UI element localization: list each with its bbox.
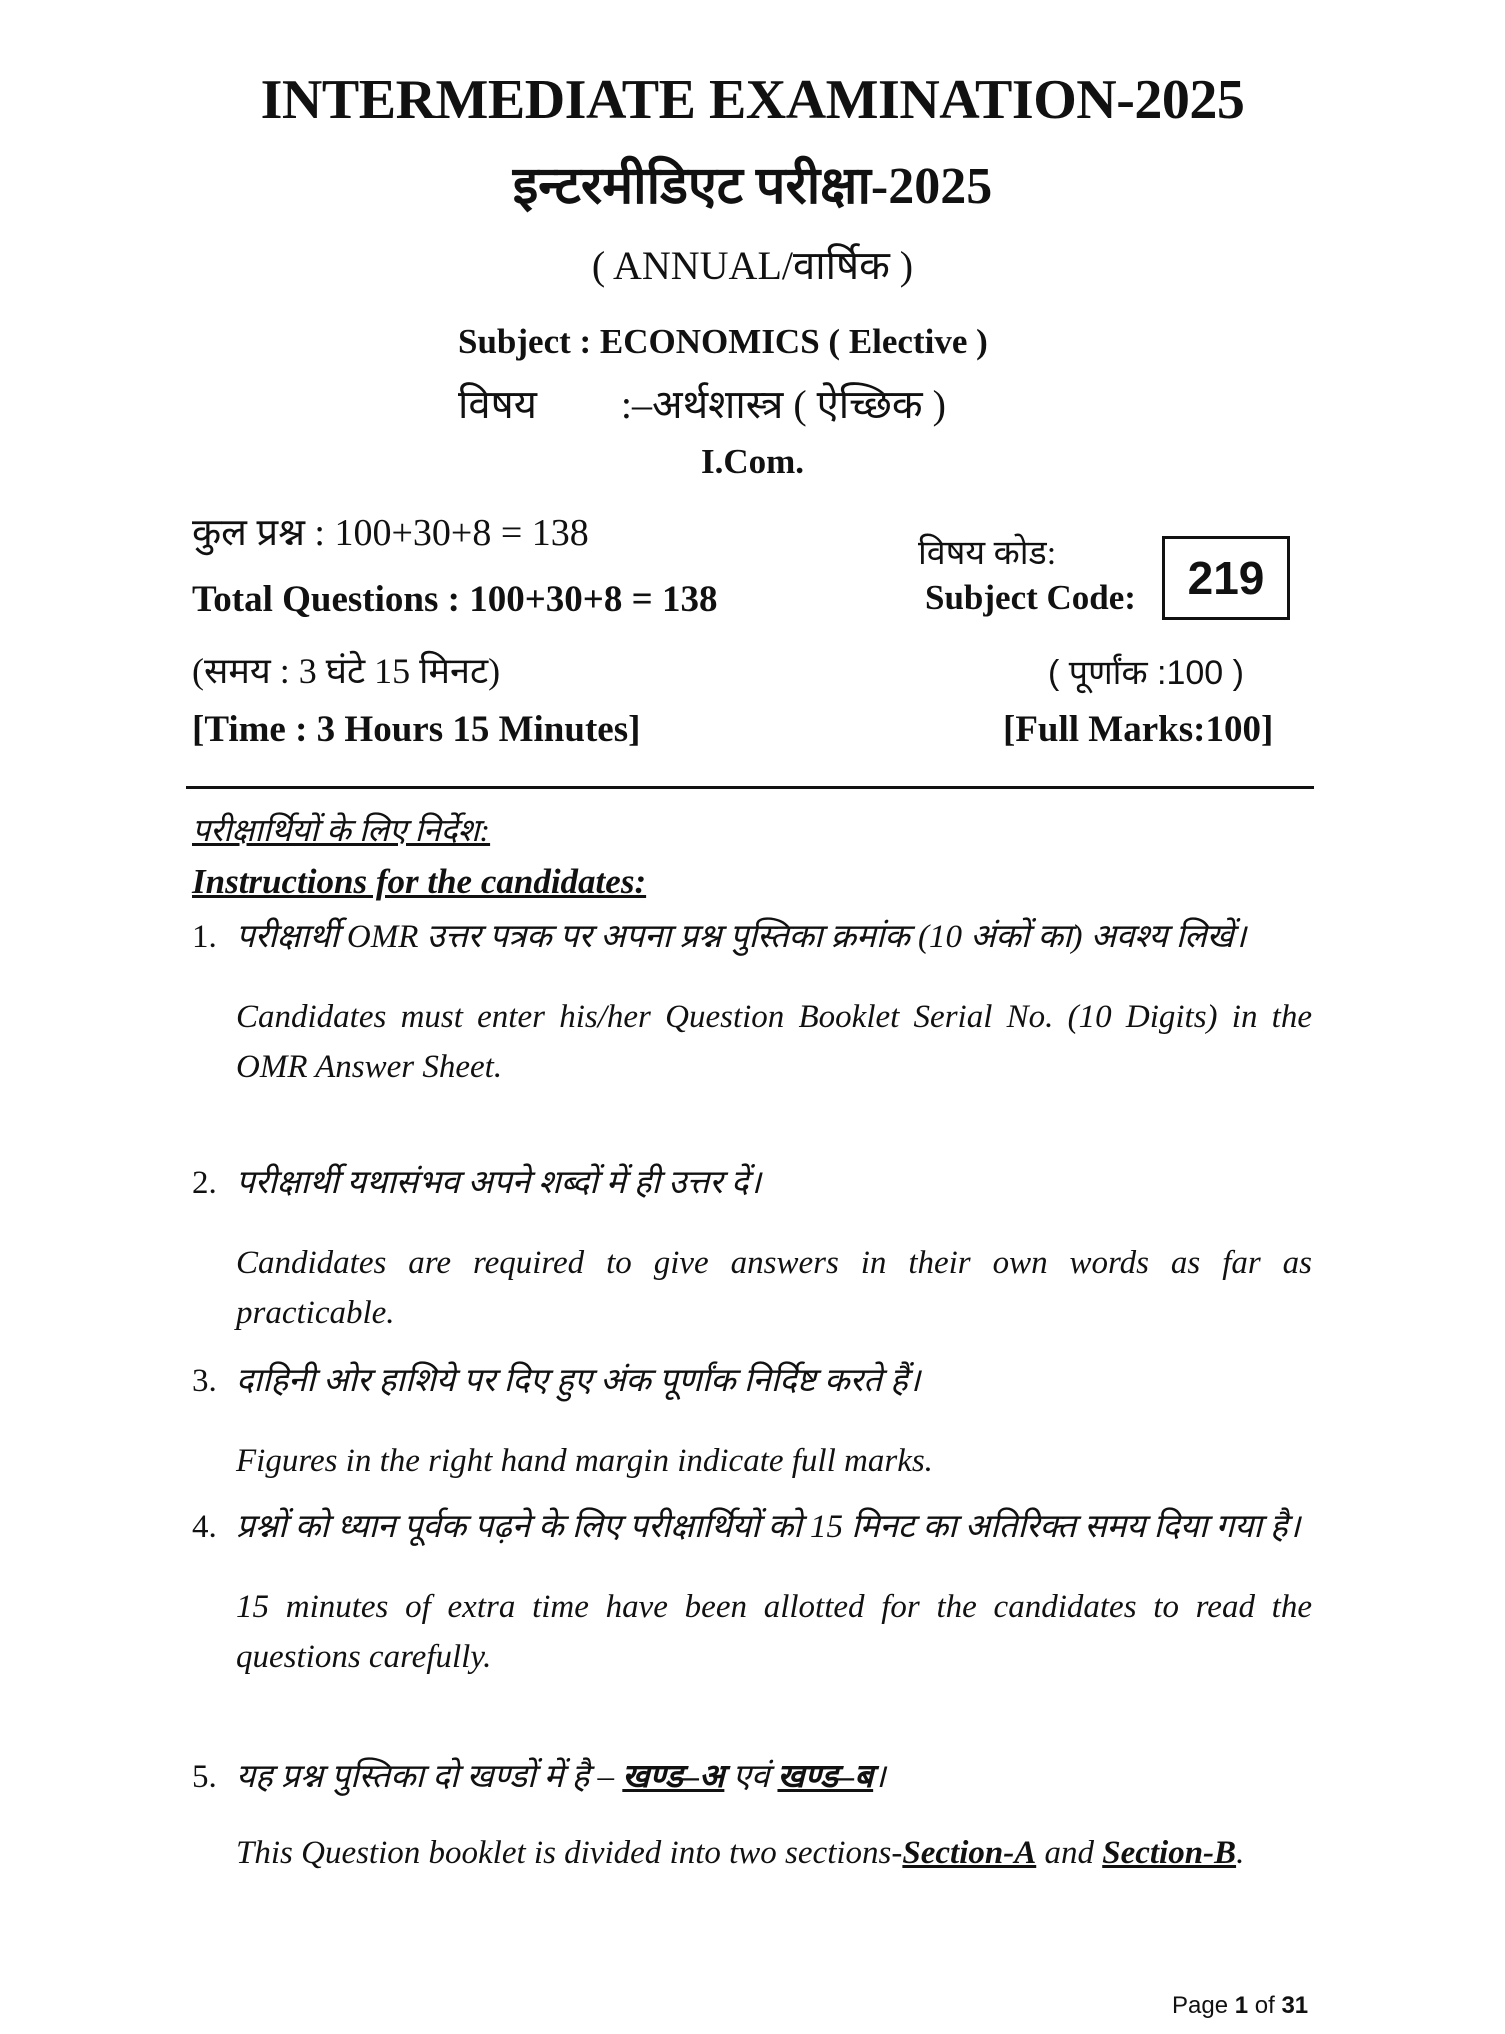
text-fragment: and (1036, 1835, 1103, 1871)
section-b-hindi: खण्ड–ब (777, 1759, 874, 1795)
instruction-item-4 (192, 1502, 1312, 1682)
text-fragment: । (873, 1759, 886, 1795)
total-questions-hindi: कुल प्रश्न : 100+30+8 = 138 (192, 512, 589, 554)
instructions-heading-english: Instructions for the candidates: (192, 862, 647, 901)
subject-code-box: 219 (1162, 536, 1290, 620)
instruction-item-2 (192, 1158, 1312, 1338)
subject-code-label-hindi: विषय कोड: (918, 535, 1057, 572)
exam-session: ( ANNUAL/वार्षिक ) (591, 243, 914, 288)
stream-label: I.Com. (700, 442, 805, 481)
instruction-text-english (236, 1828, 1312, 1878)
instruction-text-english: Candidates must enter his/her Question Booklet Serial No. (10 Digits) in the OMR Answer Sheet. (236, 999, 1312, 1085)
subject-hindi (458, 375, 946, 430)
text-fragment: यह प्रश्न पुस्तिका दो खण्डों में है – (236, 1759, 623, 1795)
instruction-text-hindi: परीक्षार्थी OMR उत्तर पत्रक पर अपना प्रश्न पुस्तिका क्रमांक (10 अंकों का) अवश्य लिखें। (236, 919, 1247, 955)
instruction-number: 3. (192, 1363, 217, 1399)
page-number (1172, 1992, 1308, 2020)
full-marks-english: [Full Marks:100] (1003, 709, 1274, 750)
subject-label: Subject (458, 322, 571, 361)
section-a-english: Section-A (902, 1835, 1037, 1871)
subject-code-label-english: Subject Code: (925, 578, 1136, 617)
page-current: 1 (1234, 1992, 1249, 2019)
total-questions-english: Total Questions : 100+30+8 = 138 (192, 579, 718, 620)
instruction-text-hindi: परीक्षार्थी यथासंभव अपने शब्दों में ही उत्तर दें। (236, 1165, 761, 1201)
section-a-hindi: खण्ड–अ (622, 1759, 725, 1795)
text-fragment: एवं (724, 1759, 778, 1795)
instruction-item-5 (192, 1752, 1312, 1878)
instruction-text-english: Figures in the right hand margin indicate full marks. (236, 1443, 933, 1479)
section-b-english: Section-B (1102, 1835, 1237, 1871)
header-divider (186, 786, 1314, 789)
subject-value-hindi: :–अर्थशास्त्र ( ऐच्छिक ) (620, 382, 946, 427)
instruction-text-hindi (236, 1752, 1312, 1802)
time-hindi: (समय : 3 घंटे 15 मिनट) (192, 651, 501, 691)
instructions-heading-hindi: परीक्षार्थियों के लिए निर्देश: (192, 812, 491, 848)
instruction-text-hindi: दाहिनी ओर हाशिये पर दिए हुए अंक पूर्णांक निर्दिष्ट करते हैं। (236, 1363, 921, 1399)
instruction-number: 1. (192, 919, 217, 955)
instruction-text-hindi: प्रश्नों को ध्यान पूर्वक पढ़ने के लिए परीक्षार्थियों को 15 मिनट का अतिरिक्त समय दिया गया है। (236, 1509, 1301, 1545)
exam-title-english: INTERMEDIATE EXAMINATION-2025 (260, 69, 1245, 131)
full-marks-hindi: ( पूर्णांक :100 ) (1048, 654, 1244, 692)
subject-english (458, 322, 988, 362)
page-label: Page (1172, 1992, 1229, 2019)
page-total: 31 (1281, 1992, 1309, 2019)
instruction-number: 2. (192, 1165, 217, 1201)
instruction-text-english: 15 minutes of extra time have been allotted for the candidates to read the questions carefully. (236, 1589, 1312, 1675)
instruction-text-english: Candidates are required to give answers in their own words as far as practicable. (236, 1245, 1312, 1331)
subject-value: : ECONOMICS ( Elective ) (579, 322, 988, 361)
instruction-item-3 (192, 1356, 1312, 1486)
time-english: [Time : 3 Hours 15 Minutes] (192, 709, 641, 750)
subject-label-hindi: विषय (458, 382, 537, 427)
exam-title-hindi: इन्टरमीडिएट परीक्षा-2025 (512, 158, 993, 215)
instruction-number: 5. (192, 1759, 217, 1795)
page-of: of (1254, 1992, 1275, 2019)
instruction-item-1 (192, 912, 1312, 1092)
instruction-number: 4. (192, 1509, 217, 1545)
text-fragment: . (1236, 1835, 1245, 1871)
text-fragment: This Question booklet is divided into two sections- (236, 1835, 903, 1871)
